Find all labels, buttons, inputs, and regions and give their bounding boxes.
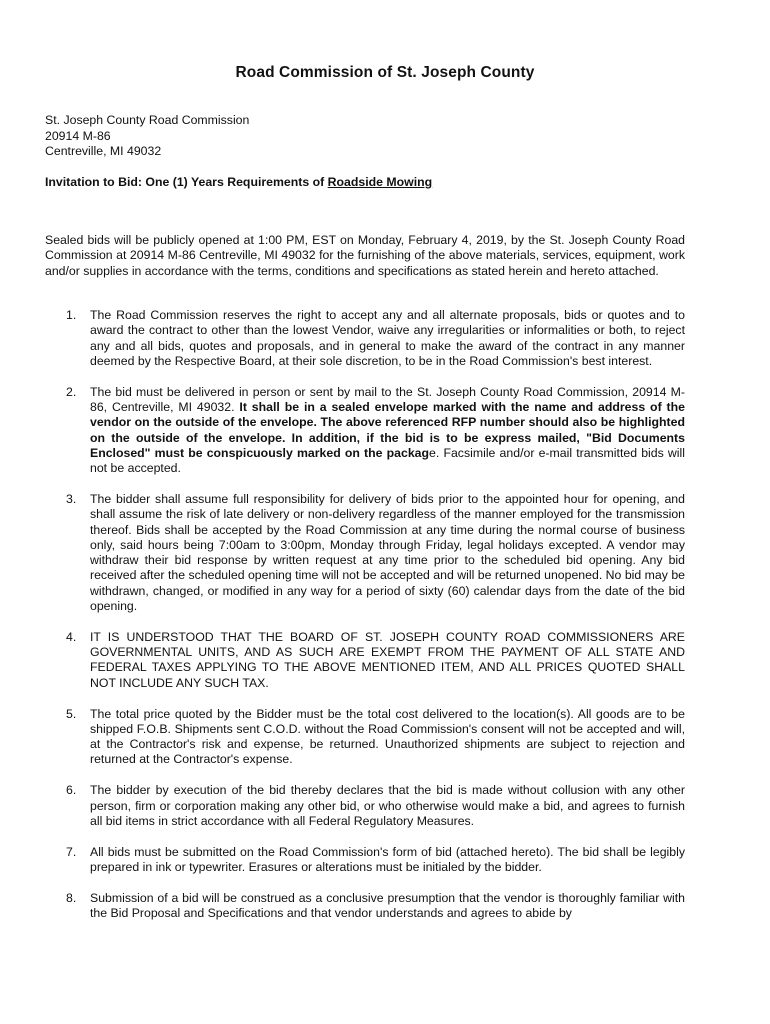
invitation-heading: [45, 175, 432, 189]
address-line-1: St. Joseph County Road Commission: [45, 113, 250, 127]
page-title: Road Commission of St. Joseph County: [235, 64, 535, 81]
address-block: [45, 113, 249, 160]
list-item: [45, 630, 685, 691]
address-line-3: Centreville, MI 49032: [45, 144, 162, 159]
item-text: IT IS UNDERSTOOD THAT THE BOARD OF ST. JOSEPH COUNTY ROAD COMMISSIONERS ARE GOVERNMENTAL UNITS, AND AS SUCH ARE EXEMPT FROM THE PAYMENT OF ALL STATE AND FEDERAL TAXES APPLYING TO THE ABOVE MENTIONED ITEM, AND ALL PRICES QUOTED SHALL NOT INCLUDE ANY SUCH TAX.: [90, 629, 685, 690]
list-item: [45, 891, 685, 922]
list-item: [45, 707, 685, 768]
item-number: 6.: [66, 783, 77, 798]
terms-list: [45, 308, 685, 937]
address-line-2: 20914 M-86: [45, 128, 111, 143]
item-number: 3.: [66, 491, 77, 506]
item-number: 8.: [66, 890, 77, 905]
item-text: All bids must be submitted on the Road Commission's form of bid (attached hereto). The bid shall be legibly prepared in ink or typewriter. Erasures or alterations must be initialed by the bidder.: [90, 844, 685, 874]
item-text: e. Facsimile and/or e-mail transmitted bids will not be accepted.: [90, 445, 685, 476]
item-number: 5.: [66, 706, 77, 721]
item-text: The bidder shall assume full responsibility for delivery of bids prior to the appointed hour for opening, and shall assume the risk of late delivery or non-delivery regardless of the manner employed for the transmission thereof. Bids shall be accepted by the Road Commission at any time during the normal course of business only, said hours being 7:00am to 3:00pm, Monday through Friday, legal holidays excepted. A vendor may withdraw their bid response by written request at any time prior to the scheduled bid opening. Any bid received after the scheduled opening time will not be accepted and will be returned unopened. No bid may be withdrawn, changed, or modified in any way for a period of sixty (60) calendar days from the date of the bid opening.: [90, 491, 685, 614]
list-item: [45, 492, 685, 614]
item-number: 7.: [66, 844, 77, 859]
item-number: 4.: [66, 629, 77, 644]
list-item: [45, 385, 685, 477]
item-text: The bidder by execution of the bid thereby declares that the bid is made without collusion with any other person, firm or corporation making any other bid, or who otherwise would make a bid, and agrees to furnish all bid items in strict accordance with all Federal Regulatory Measures.: [90, 783, 685, 828]
item-text: The bid must be delivered in person or sent by mail to the St. Joseph County Road Commission, 20914 M-86, Centreville, MI 49032.: [90, 384, 685, 414]
list-item: [45, 308, 685, 369]
list-item: [45, 783, 685, 829]
item-text-bold: It shall be in a sealed envelope marked with the name and address of the vendor on the outside of the envelope. The above referenced RFP number should also be highlighted on the outside of the envelope. In addition, if the bid is to be express mailed, "Bid Documents Enclosed" must be conspicuously marked on the packag: [90, 399, 685, 460]
item-text: Submission of a bid will be construed as a conclusive presumption that the vendor is thoroughly familiar with the Bid Proposal and Specifications and that vendor understands and agrees to abide by: [90, 890, 685, 920]
item-number: 1.: [66, 308, 77, 322]
invitation-prefix: Invitation to Bid: One (1) Years Requirements of: [45, 175, 328, 189]
invitation-subject: Roadside Mowing: [327, 175, 433, 189]
intro-paragraph: Sealed bids will be publicly opened at 1:00 PM, EST on Monday, February 4, 2019, by the St. Joseph County Road Commission at 20914 M-86 Centreville, MI 49032 for the furnishing of the above materials, services, equipment, work and/or supplies in accordance with the terms, conditions and specifications as stated herein and hereto attached.: [45, 233, 685, 278]
item-number: 2.: [66, 384, 77, 399]
list-item: [45, 845, 685, 876]
item-text: The total price quoted by the Bidder must be the total cost delivered to the location(s). All goods are to be shipped F.O.B. Shipments sent C.O.D. without the Road Commission's consent will not be accepted and will, at the Contractor's risk and expense, be returned. Unauthorized shipments are subject to rejection and returned at the Contractor's expense.: [90, 706, 685, 767]
item-text: The Road Commission reserves the right to accept any and all alternate proposals, bids or quotes and to award the contract to other than the lowest Vendor, waive any irregularities or informalities or both, to reject any and all bids, quotes and proposals, and in general to make the award of the contract in any manner deemed by the Respective Board, at their sole discretion, to be in the Road Commission's best interest.: [90, 308, 685, 368]
